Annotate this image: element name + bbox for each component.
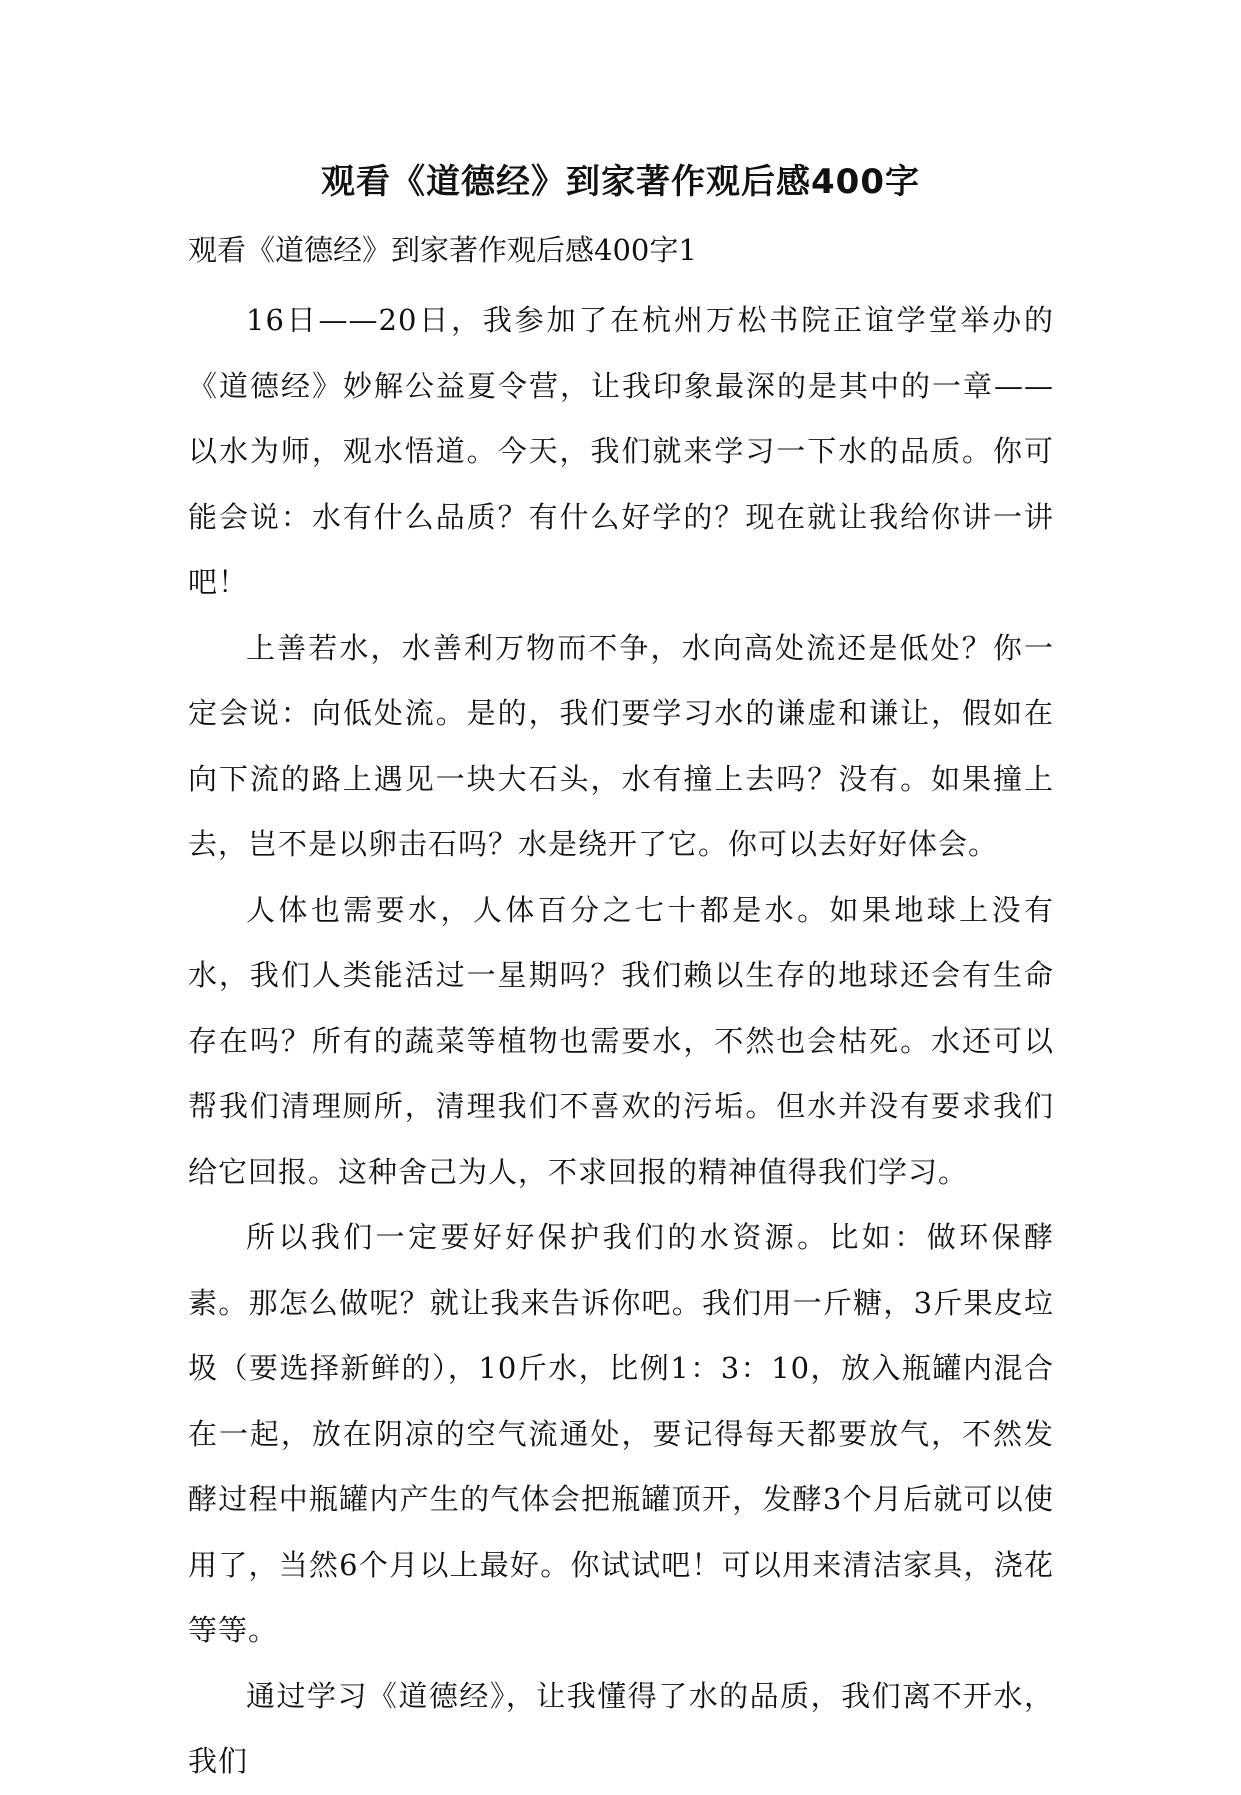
paragraph: 16日——20日，我参加了在杭州万松书院正谊学堂举办的《道德经》妙解公益夏令营，让我印象最深的是其中的一章——以水为师，观水悟道。今天，我们就来学习一下水的品质。你可能会说：水有什么品质？有什么好学的？现在就让我给你讲一讲吧！ [188, 303, 1054, 599]
paragraph: 所以我们一定要好好保护我们的水资源。比如：做环保酵素。那怎么做呢？就让我来告诉你吧。我们用一斤糖，3斤果皮垃圾（要选择新鲜的），10斤水，比例1：3：10，放入瓶罐内混合在一起，放在阴凉的空气流通处，要记得每天都要放气，不然发酵过程中瓶罐内产生的气体会把瓶罐顶开，发酵3个月后就可以使用了，当然6个月以上最好。你试试吧！可以用来清洁家具，浇花等等。 [188, 1220, 1054, 1647]
document-title: 观看《道德经》到家著作观后感400字 [321, 162, 920, 202]
paragraph: 通过学习《道德经》，让我懂得了水的品质，我们离不开水，我们 [188, 1678, 1054, 1778]
paragraph: 上善若水，水善利万物而不争，水向高处流还是低处？你一定会说：向低处流。是的，我们要学习水的谦虚和谦让，假如在向下流的路上遇见一块大石头，水有撞上去吗？没有。如果撞上去，岂不是以卵击石吗？水是绕开了它。你可以去好好体会。 [188, 630, 1054, 861]
paragraph: 人体也需要水，人体百分之七十都是水。如果地球上没有水，我们人类能活过一星期吗？我们赖以生存的地球还会有生命存在吗？所有的蔬菜等植物也需要水，不然也会枯死。水还可以帮我们清理厕所，清理我们不喜欢的污垢。但水并没有要求我们给它回报。这种舍己为人，不求回报的精神值得我们学习。 [188, 892, 1054, 1189]
document-body [188, 288, 1054, 1795]
document-subtitle: 观看《道德经》到家著作观后感400字1 [188, 233, 697, 267]
